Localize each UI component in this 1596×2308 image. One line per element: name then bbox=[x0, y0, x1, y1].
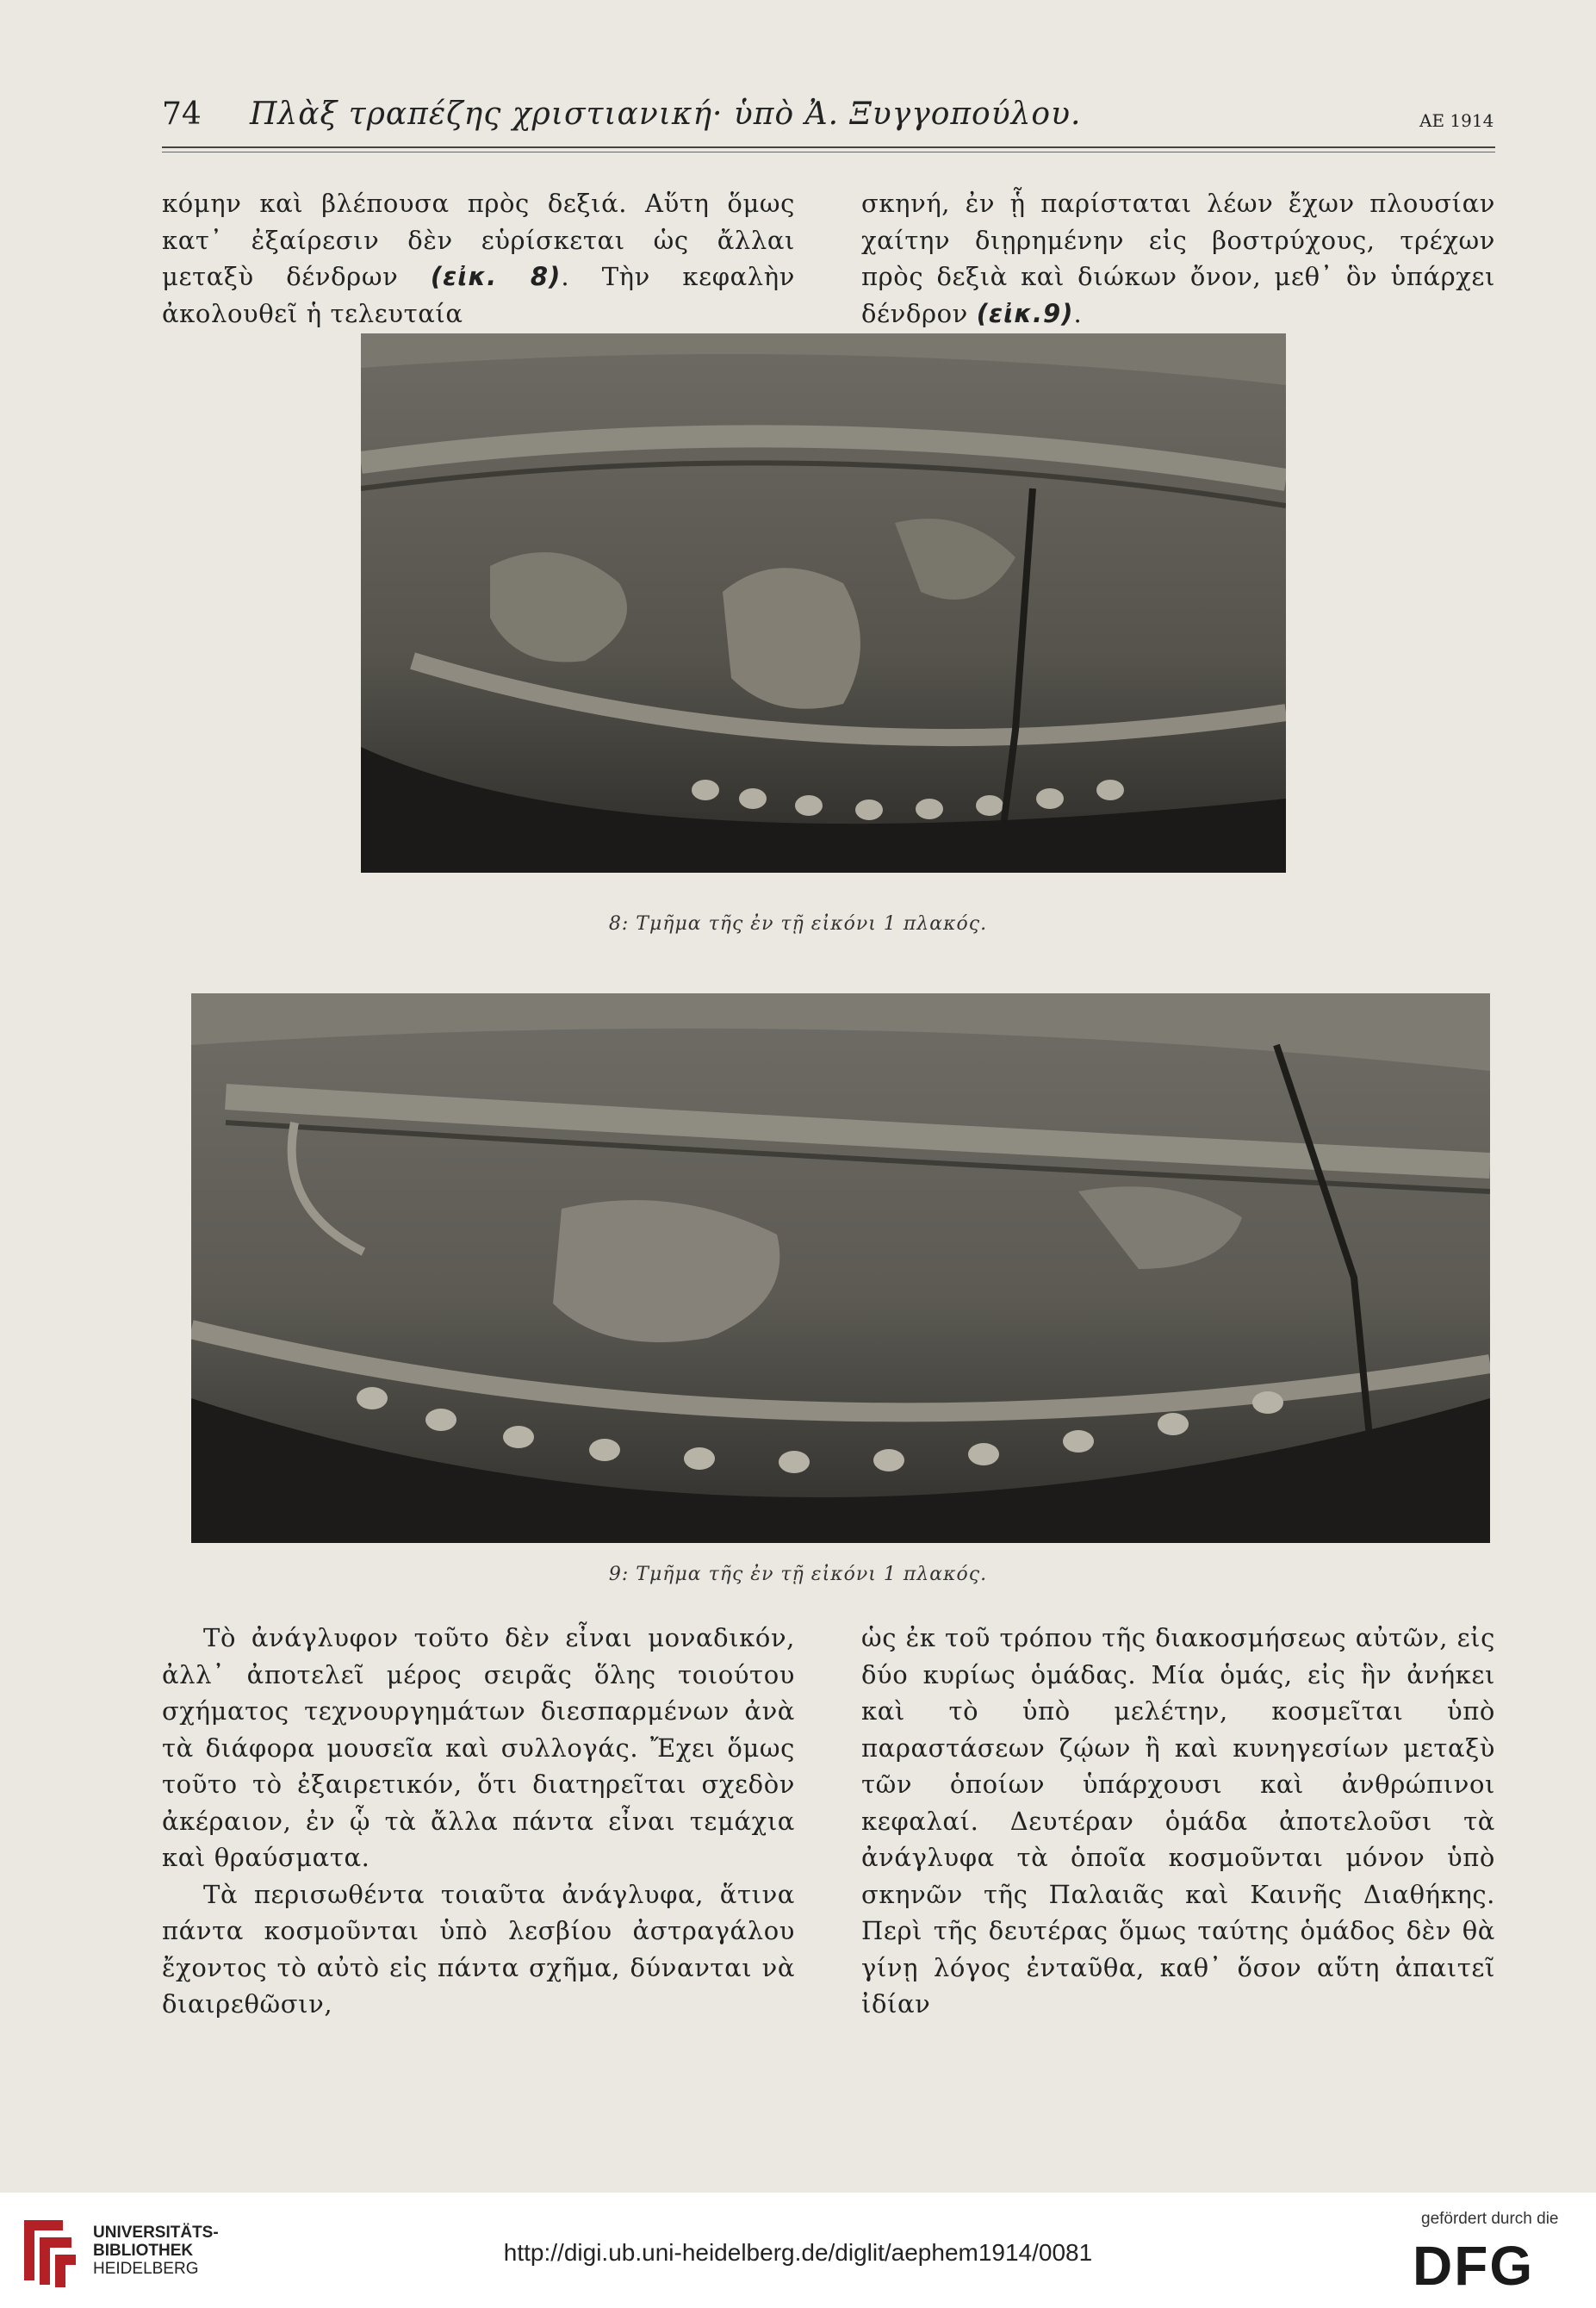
figure-9-photograph bbox=[191, 993, 1490, 1543]
figure-reference: (εἰκ. 8) bbox=[430, 262, 562, 291]
figure-9-caption: 9: Τμῆμα τῆς ἐν τῇ εἰκόνι 1 πλακός. bbox=[608, 1564, 988, 1585]
digitization-footer bbox=[0, 2193, 1596, 2308]
bottom-right-column bbox=[861, 1620, 1495, 2023]
paragraph: Τὸ ἀνάγλυφον τοῦτο δὲν εἶναι μοναδικόν, ἀλλ᾽ ἀποτελεῖ μέρος σειρᾶς ὅλης τοιούτου σχήματος τεχνουργημάτων διεσπαρμένων ἀνὰ τὰ διάφορα μουσεῖα καὶ συλλογάς. Ἔχει ὅμως τοῦτο τὸ ἐξαιρετικόν, ὅτι διατηρεῖται σχεδὸν ἀκέραιον, ἐν ᾧ τὰ ἄλλα πάντα εἶναι τεμάχια καὶ θραύσματα. bbox=[162, 1623, 795, 1872]
paragraph bbox=[162, 185, 795, 332]
paragraph: Τὰ περισωθέντα τοιαῦτα ἀνάγλυφα, ἅτινα πάντα κοσμοῦνται ὑπὸ λεσβίου ἀστραγάλου ἔχοντος τὸ αὐτὸ εἰς πάντα σχῆμα, δύνανται νὰ διαιρεθῶσιν, bbox=[162, 1879, 795, 2019]
library-line: HEIDELBERG bbox=[93, 2260, 199, 2278]
journal-reference: ΑΕ 1914 bbox=[1419, 110, 1494, 131]
header-rule bbox=[162, 146, 1495, 148]
source-url-link[interactable]: http://digi.ub.uni-heidelberg.de/diglit/aephem1914/0081 bbox=[503, 2239, 1093, 2266]
running-title: Πλὰξ τραπέζης χριστιανική· ὑπὸ Ἀ. Ξυγγοπούλου. bbox=[250, 96, 1082, 132]
top-right-column bbox=[861, 185, 1495, 332]
paragraph: ὡς ἐκ τοῦ τρόπου τῆς διακοσμήσεως αὐτῶν, εἰς δύο κυρίως ὁμάδας. Μία ὁμάς, εἰς ἣν ἀνήκει καὶ τὸ ὑπὸ μελέτην, κοσμεῖται ὑπὸ παραστάσεων ζῴων ἢ καὶ κυνηγεσίων μεταξὺ τῶν ὁποίων ὑπάρχουσι καὶ ἀνθρώπινοι κεφαλαί. Δευτέραν ὁμάδα ἀποτελοῦσι τὰ ἀνάγλυφα τὰ ὁποῖα κοσμοῦνται μόνον ὑπὸ σκηνῶν τῆς Παλαιᾶς καὶ Καινῆς Διαθήκης. Περὶ τῆς δευτέρας ὅμως ταύτης ὁμάδος δὲν θὰ γίνῃ λόγος ἐνταῦθα, καθ᾽ ὅσον αὕτη ἀπαιτεῖ ἰδίαν bbox=[861, 1623, 1495, 2019]
paragraph bbox=[861, 185, 1495, 332]
text-run: σκηνή, ἐν ᾗ παρίσταται λέων ἔχων πλουσίαν χαίτην διῃρημένην εἰς βοστρύχους, τρέχων πρὸς δεξιὰ καὶ διώκων ὄνον, μεθ᾽ ὃν ὑπάρχει δένδρον bbox=[861, 189, 1495, 328]
page-number: 74 bbox=[162, 96, 202, 132]
dfg-logo: DFG bbox=[1413, 2235, 1535, 2297]
text-run: . bbox=[1073, 298, 1083, 328]
bottom-left-column bbox=[162, 1620, 795, 2023]
figure-8-photograph bbox=[361, 333, 1286, 873]
text-run: κόμην καὶ βλέπουσα πρὸς δεξιά. Αὕτη ὅμως κατ᾽ ἐξαίρεσιν δὲν εὑρίσκεται ὡς ἄλλαι μεταξὺ δένδρων bbox=[162, 189, 795, 291]
figure-reference: (εἰκ.9) bbox=[976, 298, 1074, 328]
top-left-column bbox=[162, 185, 795, 332]
funded-by-label: gefördert durch die bbox=[1421, 2210, 1559, 2228]
figure-8-caption: 8: Τμῆμα τῆς ἐν τῇ εἰκόνι 1 πλακός. bbox=[608, 913, 988, 935]
library-line: UNIVERSITÄTS- bbox=[93, 2224, 219, 2242]
library-line: BIBLIOTHEK bbox=[93, 2242, 194, 2260]
text-run: . Τὴν κεφαλὴν ἀκολουθεῖ ἡ τελευταία bbox=[162, 262, 795, 328]
